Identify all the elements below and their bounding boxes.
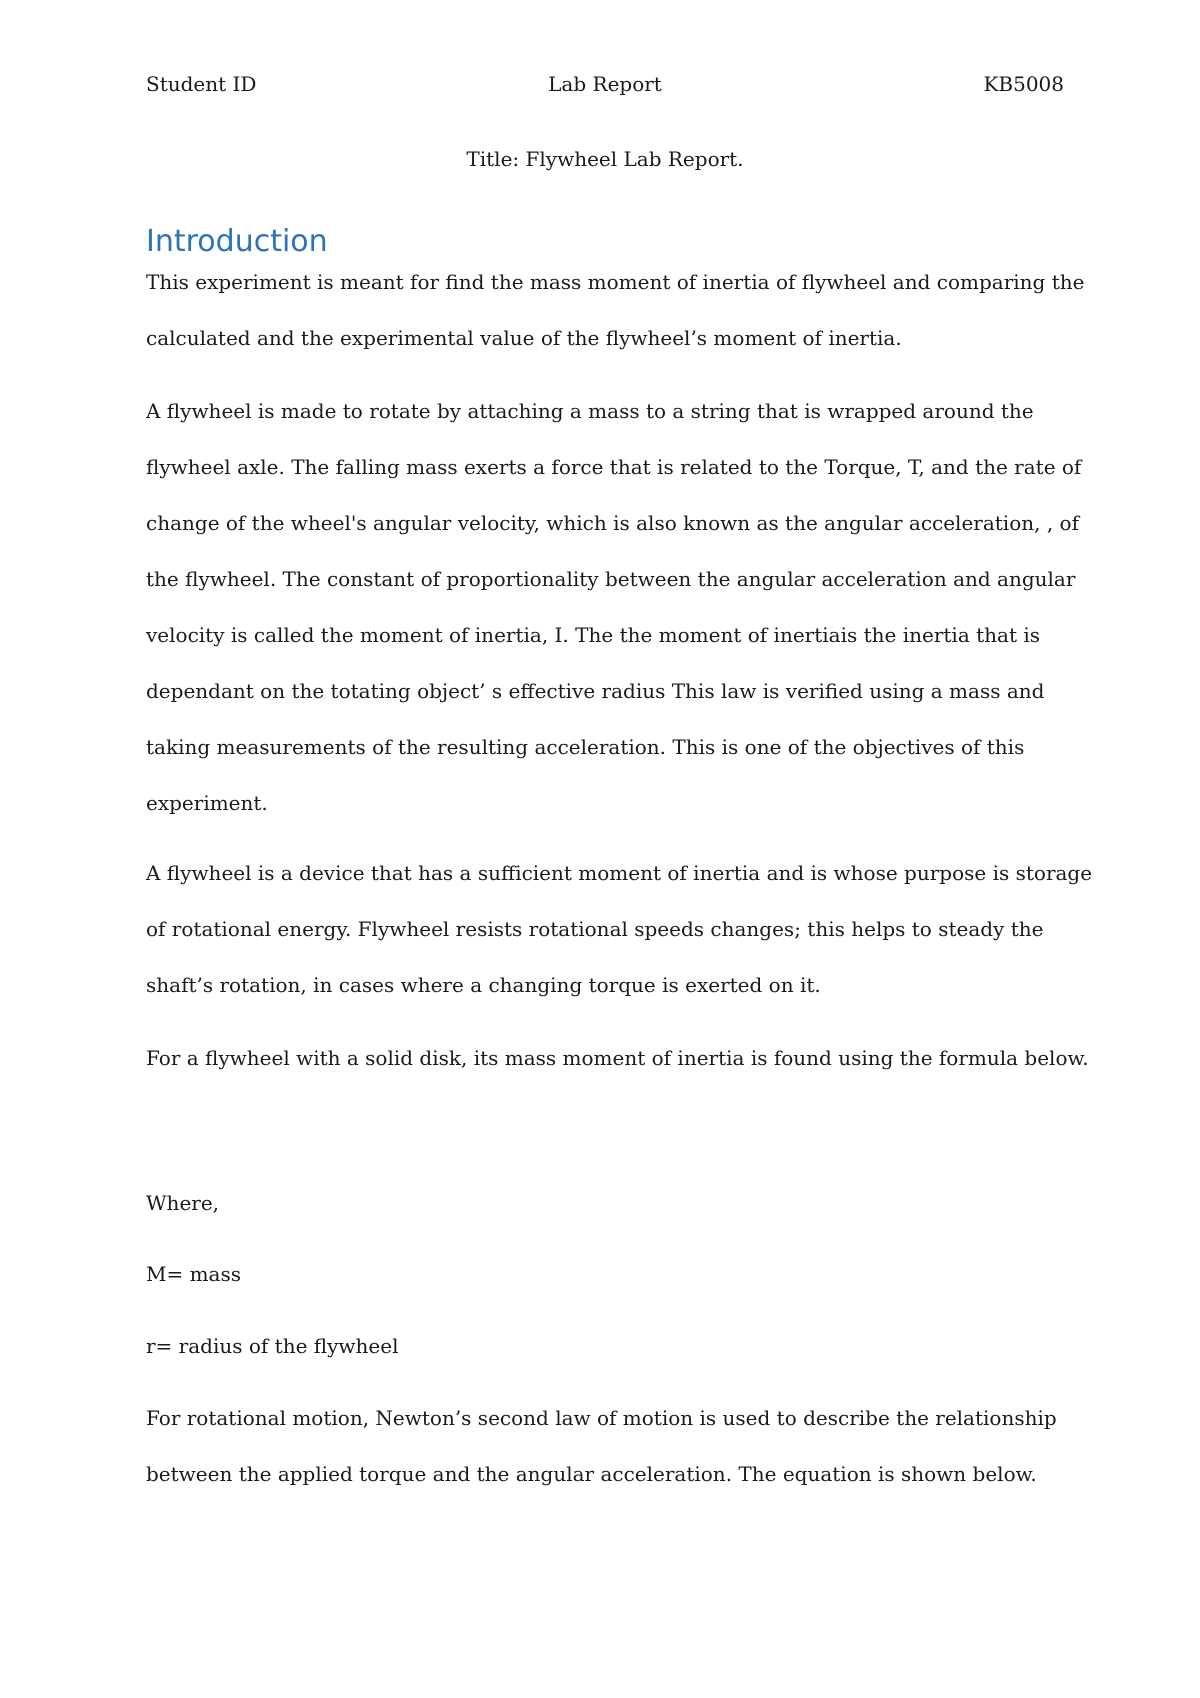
paragraph-line: A flywheel is made to rotate by attaching a mass to a string that is wrapped around the xyxy=(146,399,1034,423)
paragraph-4 xyxy=(146,1030,1089,1086)
paragraph-line: taking measurements of the resulting acceleration. This is one of the objectives of this xyxy=(146,735,1025,759)
document-title: Title: Flywheel Lab Report. xyxy=(466,147,744,171)
header-right-text: KB5008 xyxy=(983,72,1064,96)
paragraph-line: For rotational motion, Newton’s second law of motion is used to describe the relationship xyxy=(146,1406,1057,1430)
paragraph-line: calculated and the experimental value of the flywheel’s moment of inertia. xyxy=(146,326,902,350)
section-heading-introduction: Introduction xyxy=(146,224,328,259)
paragraph-where xyxy=(146,1175,1066,1231)
paragraph-line: dependant on the totating object’ s effective radius This law is verified using a mass and xyxy=(146,679,1045,703)
page-header xyxy=(146,72,1064,102)
paragraph-line: of rotational energy. Flywheel resists rotational speeds changes; this helps to steady the xyxy=(146,917,1044,941)
paragraph-mass-definition xyxy=(146,1246,1066,1302)
paragraph-3 xyxy=(146,845,1093,1013)
paragraph-line: between the applied torque and the angular acceleration. The equation is shown below. xyxy=(146,1462,1037,1486)
paragraph-line: r= radius of the flywheel xyxy=(146,1334,399,1358)
paragraph-line: flywheel axle. The falling mass exerts a force that is related to the Torque, T, and the rate of xyxy=(146,455,1082,479)
paragraph-line: M= mass xyxy=(146,1262,242,1286)
paragraph-line: shaft’s rotation, in cases where a changing torque is exerted on it. xyxy=(146,973,821,997)
paragraph-line: the flywheel. The constant of proportionality between the angular acceleration and angular xyxy=(146,567,1076,591)
header-left-text: Student ID xyxy=(146,72,257,96)
paragraph-2 xyxy=(146,383,1082,831)
paragraph-8 xyxy=(146,1390,1066,1502)
paragraph-1 xyxy=(146,254,1085,366)
header-center-text: Lab Report xyxy=(548,72,662,96)
paragraph-line: This experiment is meant for find the mass moment of inertia of flywheel and comparing the xyxy=(146,270,1085,294)
paragraph-line: A flywheel is a device that has a sufficient moment of inertia and is whose purpose is storage xyxy=(146,861,1093,885)
paragraph-line: Where, xyxy=(146,1191,220,1215)
paragraph-radius-definition xyxy=(146,1318,1066,1374)
paragraph-line: For a flywheel with a solid disk, its mass moment of inertia is found using the formula below. xyxy=(146,1046,1089,1070)
paragraph-line: velocity is called the moment of inertia, I. The the moment of inertiais the inertia that is xyxy=(146,623,1041,647)
paragraph-line: experiment. xyxy=(146,791,268,815)
paragraph-line: change of the wheel's angular velocity, which is also known as the angular acceleration, , of xyxy=(146,511,1079,535)
